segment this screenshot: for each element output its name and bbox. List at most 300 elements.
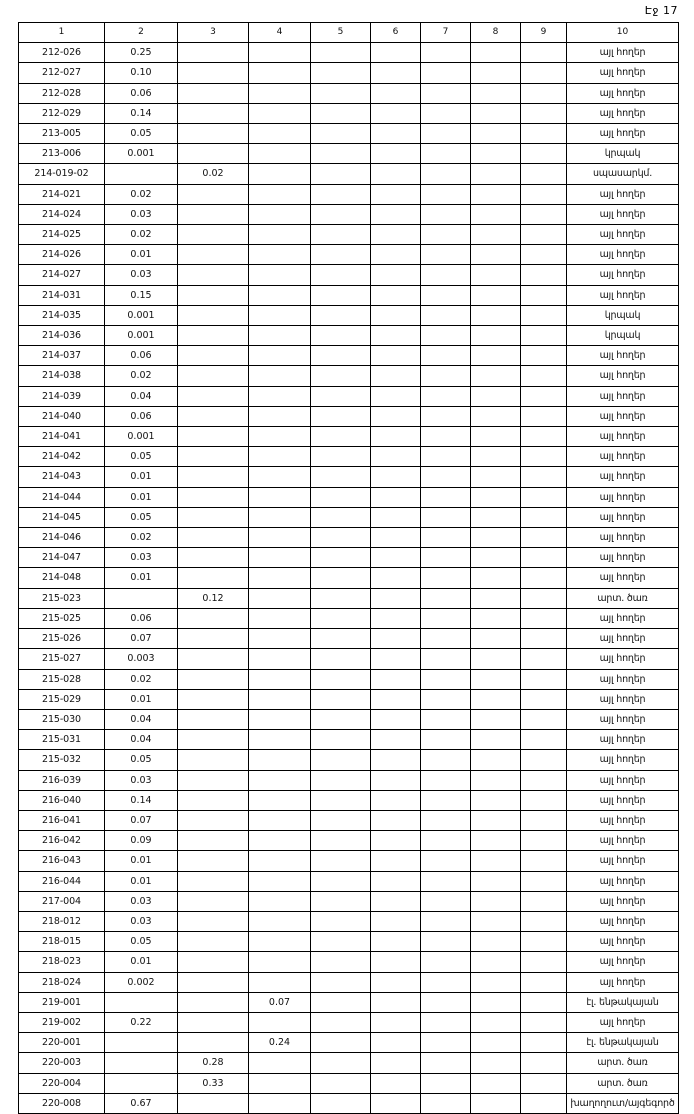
cell-land-type: այլ հողեր bbox=[567, 871, 679, 891]
cell-area-col3 bbox=[178, 144, 249, 164]
cell-area-col5 bbox=[311, 952, 371, 972]
cell-parcel-code: 217-004 bbox=[19, 891, 105, 911]
cell-area-col3 bbox=[178, 810, 249, 830]
cell-parcel-code: 212-027 bbox=[19, 63, 105, 83]
cell-parcel-code: 215-032 bbox=[19, 750, 105, 770]
cell-area-col9 bbox=[521, 689, 567, 709]
cell-area-col6 bbox=[371, 265, 421, 285]
cell-parcel-code: 214-021 bbox=[19, 184, 105, 204]
cell-area-col4 bbox=[249, 164, 311, 184]
cell-area-col2: 0.03 bbox=[105, 265, 178, 285]
cell-area-col8 bbox=[471, 689, 521, 709]
cell-area-col2: 0.14 bbox=[105, 103, 178, 123]
cell-area-col3 bbox=[178, 730, 249, 750]
cell-area-col5 bbox=[311, 83, 371, 103]
cell-land-type: սպասարկմ. bbox=[567, 164, 679, 184]
cell-area-col7 bbox=[421, 386, 471, 406]
cell-area-col5 bbox=[311, 649, 371, 669]
cell-area-col2: 0.06 bbox=[105, 346, 178, 366]
cell-land-type: այլ հողեր bbox=[567, 689, 679, 709]
cell-area-col5 bbox=[311, 1012, 371, 1032]
cell-land-type: այլ հողեր bbox=[567, 467, 679, 487]
cell-area-col3 bbox=[178, 790, 249, 810]
cell-area-col5 bbox=[311, 790, 371, 810]
column-header-3: 3 bbox=[178, 23, 249, 43]
table-row bbox=[19, 366, 679, 386]
cell-land-type: այլ հողեր bbox=[567, 972, 679, 992]
cell-area-col9 bbox=[521, 851, 567, 871]
cell-area-col8 bbox=[471, 932, 521, 952]
cell-land-type: այլ հողեր bbox=[567, 911, 679, 931]
cell-area-col3 bbox=[178, 204, 249, 224]
table-row bbox=[19, 245, 679, 265]
cell-area-col2: 0.14 bbox=[105, 790, 178, 810]
cell-area-col6 bbox=[371, 992, 421, 1012]
cell-area-col8 bbox=[471, 588, 521, 608]
cell-area-col3: 0.02 bbox=[178, 164, 249, 184]
cell-area-col5 bbox=[311, 992, 371, 1012]
cell-area-col4 bbox=[249, 43, 311, 63]
cell-area-col5 bbox=[311, 770, 371, 790]
cell-land-type: այլ հողեր bbox=[567, 184, 679, 204]
table-row bbox=[19, 709, 679, 729]
cell-area-col6 bbox=[371, 386, 421, 406]
cell-parcel-code: 214-038 bbox=[19, 366, 105, 386]
cell-area-col5 bbox=[311, 43, 371, 63]
cell-area-col8 bbox=[471, 43, 521, 63]
cell-land-type: այլ հողեր bbox=[567, 649, 679, 669]
cell-area-col7 bbox=[421, 447, 471, 467]
cell-parcel-code: 215-023 bbox=[19, 588, 105, 608]
cell-area-col2: 0.04 bbox=[105, 709, 178, 729]
cell-area-col4 bbox=[249, 709, 311, 729]
cell-area-col5 bbox=[311, 103, 371, 123]
cell-land-type: այլ հողեր bbox=[567, 568, 679, 588]
cell-area-col8 bbox=[471, 326, 521, 346]
cell-area-col9 bbox=[521, 1033, 567, 1053]
cell-area-col6 bbox=[371, 1053, 421, 1073]
cell-area-col3 bbox=[178, 891, 249, 911]
cell-area-col9 bbox=[521, 548, 567, 568]
cell-area-col6 bbox=[371, 124, 421, 144]
cell-area-col4 bbox=[249, 1053, 311, 1073]
cell-parcel-code: 215-027 bbox=[19, 649, 105, 669]
cell-area-col3 bbox=[178, 366, 249, 386]
cell-area-col7 bbox=[421, 103, 471, 123]
cell-land-type: այլ հողեր bbox=[567, 103, 679, 123]
cell-area-col9 bbox=[521, 326, 567, 346]
cell-area-col7 bbox=[421, 285, 471, 305]
table-row bbox=[19, 326, 679, 346]
cell-area-col9 bbox=[521, 932, 567, 952]
cell-parcel-code: 218-015 bbox=[19, 932, 105, 952]
cell-land-type: այլ հողեր bbox=[567, 124, 679, 144]
cell-area-col9 bbox=[521, 588, 567, 608]
cell-area-col4 bbox=[249, 730, 311, 750]
cell-area-col7 bbox=[421, 225, 471, 245]
cell-area-col6 bbox=[371, 83, 421, 103]
cell-parcel-code: 216-043 bbox=[19, 851, 105, 871]
cell-land-type: էլ. ենթակայան bbox=[567, 992, 679, 1012]
table-row bbox=[19, 184, 679, 204]
cell-land-type: էլ. ենթակայան bbox=[567, 1033, 679, 1053]
cell-area-col2: 0.07 bbox=[105, 629, 178, 649]
cell-area-col8 bbox=[471, 366, 521, 386]
cell-parcel-code: 219-002 bbox=[19, 1012, 105, 1032]
cell-area-col6 bbox=[371, 63, 421, 83]
cell-area-col5 bbox=[311, 406, 371, 426]
table-row bbox=[19, 548, 679, 568]
cell-area-col9 bbox=[521, 204, 567, 224]
cell-area-col3 bbox=[178, 649, 249, 669]
cell-area-col4 bbox=[249, 750, 311, 770]
table-row bbox=[19, 144, 679, 164]
cell-area-col7 bbox=[421, 245, 471, 265]
cell-area-col6 bbox=[371, 225, 421, 245]
cell-area-col4 bbox=[249, 83, 311, 103]
cell-area-col6 bbox=[371, 245, 421, 265]
cell-area-col3 bbox=[178, 1093, 249, 1113]
cell-area-col8 bbox=[471, 386, 521, 406]
cell-area-col9 bbox=[521, 144, 567, 164]
cell-area-col9 bbox=[521, 265, 567, 285]
cell-parcel-code: 214-040 bbox=[19, 406, 105, 426]
cell-area-col5 bbox=[311, 1033, 371, 1053]
table-row bbox=[19, 568, 679, 588]
table-row bbox=[19, 831, 679, 851]
cell-area-col5 bbox=[311, 528, 371, 548]
cell-area-col4 bbox=[249, 184, 311, 204]
table-row bbox=[19, 689, 679, 709]
cell-parcel-code: 212-026 bbox=[19, 43, 105, 63]
cell-area-col7 bbox=[421, 406, 471, 426]
column-header-2: 2 bbox=[105, 23, 178, 43]
cell-area-col3 bbox=[178, 83, 249, 103]
table-row bbox=[19, 770, 679, 790]
cell-area-col6 bbox=[371, 891, 421, 911]
cell-parcel-code: 214-031 bbox=[19, 285, 105, 305]
cell-parcel-code: 214-046 bbox=[19, 528, 105, 548]
cell-area-col7 bbox=[421, 144, 471, 164]
cell-area-col4 bbox=[249, 568, 311, 588]
cell-area-col6 bbox=[371, 507, 421, 527]
cell-area-col4 bbox=[249, 1012, 311, 1032]
cell-area-col2: 0.001 bbox=[105, 326, 178, 346]
cell-area-col2: 0.03 bbox=[105, 548, 178, 568]
cell-area-col7 bbox=[421, 1053, 471, 1073]
cell-parcel-code: 214-035 bbox=[19, 305, 105, 325]
land-parcel-table bbox=[18, 22, 679, 1114]
cell-area-col8 bbox=[471, 952, 521, 972]
cell-area-col7 bbox=[421, 851, 471, 871]
cell-area-col9 bbox=[521, 669, 567, 689]
cell-area-col9 bbox=[521, 164, 567, 184]
cell-area-col7 bbox=[421, 750, 471, 770]
cell-area-col3: 0.12 bbox=[178, 588, 249, 608]
cell-parcel-code: 215-031 bbox=[19, 730, 105, 750]
cell-area-col9 bbox=[521, 709, 567, 729]
cell-area-col6 bbox=[371, 831, 421, 851]
cell-area-col8 bbox=[471, 124, 521, 144]
cell-area-col4 bbox=[249, 1093, 311, 1113]
cell-area-col2: 0.07 bbox=[105, 810, 178, 830]
cell-area-col8 bbox=[471, 851, 521, 871]
cell-area-col4 bbox=[249, 204, 311, 224]
cell-area-col9 bbox=[521, 43, 567, 63]
cell-area-col4 bbox=[249, 629, 311, 649]
cell-area-col2: 0.001 bbox=[105, 144, 178, 164]
cell-area-col2: 0.06 bbox=[105, 608, 178, 628]
cell-area-col2 bbox=[105, 1033, 178, 1053]
table-row bbox=[19, 528, 679, 548]
cell-area-col4 bbox=[249, 427, 311, 447]
cell-area-col8 bbox=[471, 144, 521, 164]
cell-area-col2: 0.01 bbox=[105, 568, 178, 588]
cell-parcel-code: 216-040 bbox=[19, 790, 105, 810]
cell-area-col4 bbox=[249, 669, 311, 689]
cell-area-col4 bbox=[249, 326, 311, 346]
cell-area-col9 bbox=[521, 730, 567, 750]
cell-area-col4 bbox=[249, 548, 311, 568]
cell-area-col6 bbox=[371, 427, 421, 447]
cell-area-col9 bbox=[521, 83, 567, 103]
cell-area-col7 bbox=[421, 629, 471, 649]
cell-area-col6 bbox=[371, 1012, 421, 1032]
cell-area-col2: 0.03 bbox=[105, 911, 178, 931]
cell-area-col4 bbox=[249, 952, 311, 972]
cell-area-col3 bbox=[178, 427, 249, 447]
cell-parcel-code: 219-001 bbox=[19, 992, 105, 1012]
cell-area-col9 bbox=[521, 184, 567, 204]
cell-area-col2: 0.02 bbox=[105, 184, 178, 204]
cell-area-col9 bbox=[521, 911, 567, 931]
cell-area-col9 bbox=[521, 972, 567, 992]
cell-area-col5 bbox=[311, 1053, 371, 1073]
cell-area-col4 bbox=[249, 124, 311, 144]
cell-area-col7 bbox=[421, 1012, 471, 1032]
cell-area-col7 bbox=[421, 932, 471, 952]
table-row bbox=[19, 204, 679, 224]
cell-land-type: այլ հողեր bbox=[567, 528, 679, 548]
cell-area-col5 bbox=[311, 507, 371, 527]
cell-area-col9 bbox=[521, 952, 567, 972]
cell-land-type: այլ հողեր bbox=[567, 932, 679, 952]
cell-area-col4 bbox=[249, 305, 311, 325]
cell-area-col2: 0.67 bbox=[105, 1093, 178, 1113]
cell-area-col3 bbox=[178, 932, 249, 952]
cell-area-col5 bbox=[311, 608, 371, 628]
table-body bbox=[19, 43, 679, 1114]
cell-area-col3 bbox=[178, 285, 249, 305]
cell-area-col6 bbox=[371, 790, 421, 810]
cell-area-col4 bbox=[249, 851, 311, 871]
cell-area-col7 bbox=[421, 326, 471, 346]
cell-area-col7 bbox=[421, 568, 471, 588]
cell-land-type: այլ հողեր bbox=[567, 770, 679, 790]
cell-land-type: այլ հողեր bbox=[567, 507, 679, 527]
cell-area-col8 bbox=[471, 406, 521, 426]
cell-area-col8 bbox=[471, 427, 521, 447]
cell-parcel-code: 214-019-02 bbox=[19, 164, 105, 184]
cell-area-col2: 0.01 bbox=[105, 467, 178, 487]
cell-parcel-code: 215-026 bbox=[19, 629, 105, 649]
cell-parcel-code: 214-041 bbox=[19, 427, 105, 447]
cell-land-type: այլ հողեր bbox=[567, 204, 679, 224]
cell-area-col4 bbox=[249, 689, 311, 709]
table-row bbox=[19, 487, 679, 507]
cell-area-col3 bbox=[178, 709, 249, 729]
cell-area-col9 bbox=[521, 790, 567, 810]
table-row bbox=[19, 285, 679, 305]
cell-area-col6 bbox=[371, 548, 421, 568]
cell-area-col9 bbox=[521, 386, 567, 406]
cell-area-col6 bbox=[371, 730, 421, 750]
cell-area-col5 bbox=[311, 124, 371, 144]
cell-area-col5 bbox=[311, 932, 371, 952]
cell-area-col7 bbox=[421, 184, 471, 204]
cell-land-type: այլ հողեր bbox=[567, 750, 679, 770]
cell-parcel-code: 213-005 bbox=[19, 124, 105, 144]
cell-area-col5 bbox=[311, 386, 371, 406]
cell-area-col3 bbox=[178, 972, 249, 992]
cell-area-col3 bbox=[178, 63, 249, 83]
cell-area-col5 bbox=[311, 265, 371, 285]
cell-area-col2: 0.01 bbox=[105, 952, 178, 972]
cell-area-col4 bbox=[249, 245, 311, 265]
table-row bbox=[19, 507, 679, 527]
cell-area-col3 bbox=[178, 871, 249, 891]
cell-land-type: արտ. ծառ bbox=[567, 588, 679, 608]
cell-area-col3 bbox=[178, 831, 249, 851]
cell-area-col2: 0.03 bbox=[105, 204, 178, 224]
cell-parcel-code: 214-048 bbox=[19, 568, 105, 588]
cell-land-type: այլ հողեր bbox=[567, 629, 679, 649]
cell-area-col5 bbox=[311, 750, 371, 770]
cell-area-col5 bbox=[311, 810, 371, 830]
cell-area-col5 bbox=[311, 204, 371, 224]
cell-parcel-code: 214-042 bbox=[19, 447, 105, 467]
cell-area-col7 bbox=[421, 810, 471, 830]
cell-area-col8 bbox=[471, 1033, 521, 1053]
cell-area-col2: 0.01 bbox=[105, 245, 178, 265]
cell-land-type: կրպակ bbox=[567, 144, 679, 164]
cell-parcel-code: 214-047 bbox=[19, 548, 105, 568]
cell-area-col2: 0.04 bbox=[105, 730, 178, 750]
cell-area-col5 bbox=[311, 669, 371, 689]
cell-area-col8 bbox=[471, 1012, 521, 1032]
cell-area-col2: 0.04 bbox=[105, 386, 178, 406]
cell-area-col5 bbox=[311, 285, 371, 305]
cell-parcel-code: 214-043 bbox=[19, 467, 105, 487]
cell-area-col2: 0.02 bbox=[105, 366, 178, 386]
cell-land-type: այլ հողեր bbox=[567, 225, 679, 245]
cell-parcel-code: 215-028 bbox=[19, 669, 105, 689]
cell-area-col3 bbox=[178, 952, 249, 972]
cell-parcel-code: 214-039 bbox=[19, 386, 105, 406]
cell-area-col2: 0.10 bbox=[105, 63, 178, 83]
cell-area-col2: 0.03 bbox=[105, 891, 178, 911]
cell-area-col5 bbox=[311, 447, 371, 467]
cell-area-col7 bbox=[421, 346, 471, 366]
cell-parcel-code: 220-001 bbox=[19, 1033, 105, 1053]
cell-area-col4 bbox=[249, 103, 311, 123]
cell-land-type: այլ հողեր bbox=[567, 952, 679, 972]
cell-area-col8 bbox=[471, 285, 521, 305]
cell-area-col2 bbox=[105, 588, 178, 608]
cell-area-col8 bbox=[471, 608, 521, 628]
cell-area-col6 bbox=[371, 1033, 421, 1053]
cell-area-col3 bbox=[178, 406, 249, 426]
cell-area-col5 bbox=[311, 1073, 371, 1093]
table-row bbox=[19, 467, 679, 487]
cell-area-col9 bbox=[521, 285, 567, 305]
cell-area-col6 bbox=[371, 285, 421, 305]
cell-area-col5 bbox=[311, 1093, 371, 1113]
cell-area-col5 bbox=[311, 548, 371, 568]
cell-area-col5 bbox=[311, 184, 371, 204]
cell-land-type: այլ հողեր bbox=[567, 487, 679, 507]
cell-area-col2 bbox=[105, 164, 178, 184]
cell-area-col6 bbox=[371, 770, 421, 790]
cell-parcel-code: 218-012 bbox=[19, 911, 105, 931]
cell-area-col6 bbox=[371, 629, 421, 649]
cell-area-col3 bbox=[178, 629, 249, 649]
cell-land-type: այլ հողեր bbox=[567, 810, 679, 830]
table-row bbox=[19, 83, 679, 103]
cell-area-col9 bbox=[521, 487, 567, 507]
cell-area-col5 bbox=[311, 871, 371, 891]
cell-area-col8 bbox=[471, 83, 521, 103]
cell-area-col6 bbox=[371, 467, 421, 487]
cell-area-col9 bbox=[521, 63, 567, 83]
cell-area-col9 bbox=[521, 305, 567, 325]
cell-parcel-code: 216-044 bbox=[19, 871, 105, 891]
cell-parcel-code: 220-008 bbox=[19, 1093, 105, 1113]
cell-area-col6 bbox=[371, 184, 421, 204]
cell-area-col9 bbox=[521, 467, 567, 487]
cell-area-col6 bbox=[371, 346, 421, 366]
cell-area-col9 bbox=[521, 1073, 567, 1093]
cell-area-col9 bbox=[521, 629, 567, 649]
cell-area-col9 bbox=[521, 346, 567, 366]
cell-area-col6 bbox=[371, 406, 421, 426]
table-header-row bbox=[19, 23, 679, 43]
cell-area-col2: 0.003 bbox=[105, 649, 178, 669]
cell-area-col3 bbox=[178, 124, 249, 144]
cell-area-col8 bbox=[471, 992, 521, 1012]
cell-parcel-code: 214-027 bbox=[19, 265, 105, 285]
cell-area-col6 bbox=[371, 1073, 421, 1093]
table-row bbox=[19, 750, 679, 770]
cell-area-col6 bbox=[371, 305, 421, 325]
cell-land-type: այլ հողեր bbox=[567, 265, 679, 285]
cell-area-col7 bbox=[421, 43, 471, 63]
cell-area-col4 bbox=[249, 911, 311, 931]
cell-land-type: այլ հողեր bbox=[567, 447, 679, 467]
cell-area-col4 bbox=[249, 144, 311, 164]
table-row bbox=[19, 265, 679, 285]
cell-area-col8 bbox=[471, 1073, 521, 1093]
cell-parcel-code: 216-042 bbox=[19, 831, 105, 851]
cell-area-col7 bbox=[421, 972, 471, 992]
cell-area-col7 bbox=[421, 1073, 471, 1093]
cell-area-col7 bbox=[421, 891, 471, 911]
cell-area-col7 bbox=[421, 366, 471, 386]
cell-area-col3 bbox=[178, 548, 249, 568]
cell-area-col5 bbox=[311, 164, 371, 184]
cell-area-col5 bbox=[311, 629, 371, 649]
cell-area-col7 bbox=[421, 548, 471, 568]
